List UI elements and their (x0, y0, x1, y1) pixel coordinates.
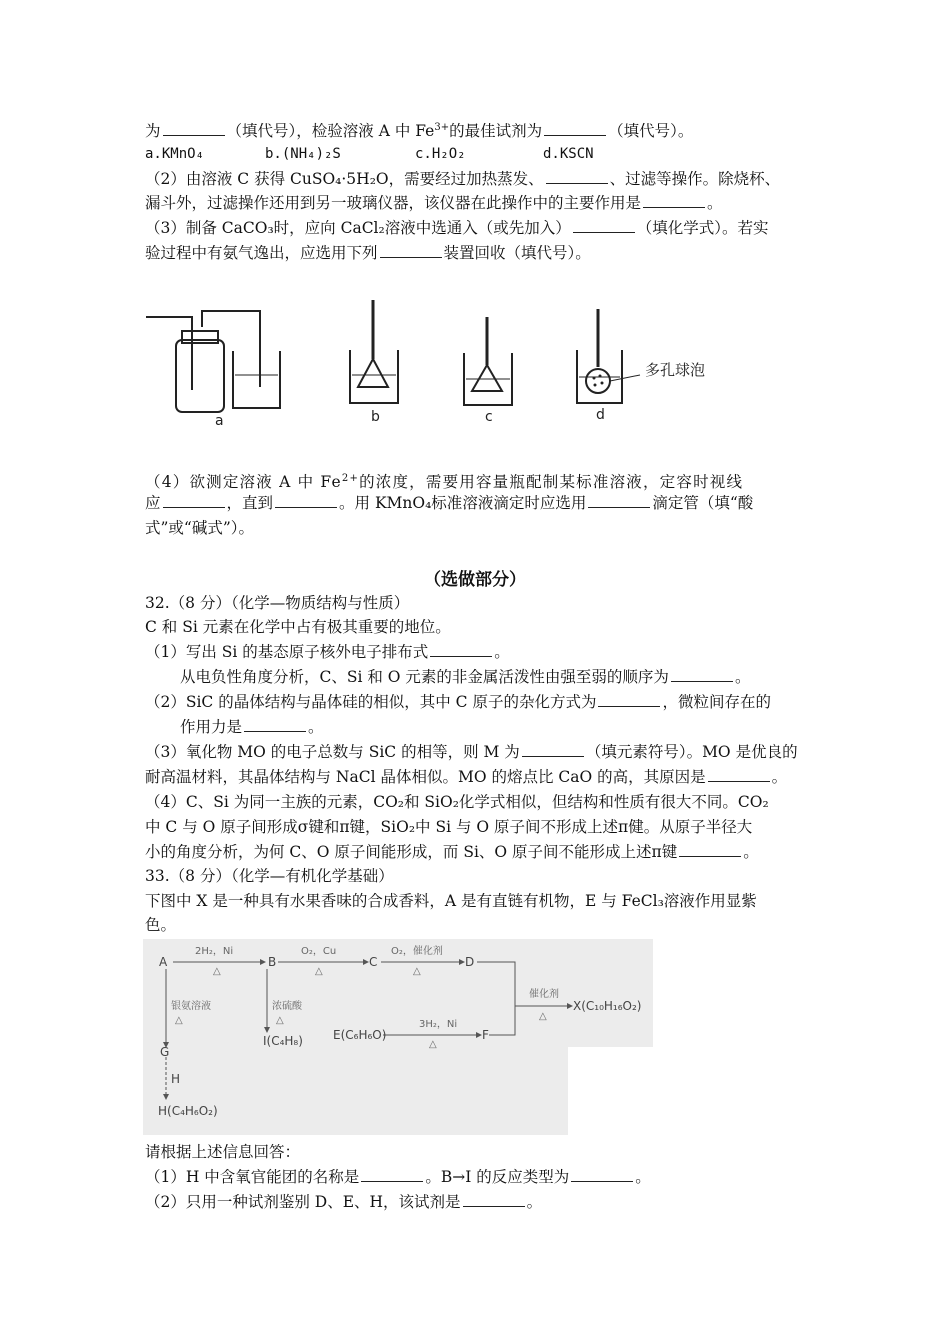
heat-7: △ (429, 1039, 437, 1050)
q33-part1: （1）H 中含氧官能团的名称是 。B→I 的反应类型为 。 (145, 1168, 651, 1186)
answer-blank[interactable] (430, 642, 492, 657)
node-G: G (160, 1045, 170, 1059)
section-title: （选做部分） (424, 570, 526, 590)
q32-part3-line2: 耐高温材料，其晶体结构与 NaCl 晶体相似。MO 的熔点比 CaO 的高，其原因是 。 (145, 768, 788, 786)
q32-part3: （3）氧化物 MO 的电子总数与 SiC 的相等，则 M 为 （填元素符号）。MO 是优良的 (145, 743, 798, 761)
q32-intro: C 和 Si 元素在化学中占有极其重要的地位。 (145, 618, 451, 636)
q33-intro-line1: 下图中 X 是一种具有水果香味的合成香料，A 是有直链有机物，E 与 FeCl₃溶液作用显紫 (145, 892, 757, 910)
answer-blank[interactable] (671, 667, 733, 682)
answer-blank[interactable] (588, 493, 650, 508)
answer-blank[interactable] (163, 493, 225, 508)
reagent-catalyst: 催化剂 (529, 989, 559, 1000)
q33-part2: （2）只用一种试剂鉴别 D、E、H，该试剂是 。 (145, 1193, 543, 1211)
label-b: b (371, 409, 380, 425)
label-d: d (596, 407, 605, 423)
apparatus-d (577, 309, 640, 403)
answer-blank[interactable] (163, 121, 225, 136)
q31-line1: 为 （填代号），检验溶液 A 中 $Fe^{3+}$的最佳试剂为 （填代号）。 (145, 122, 694, 141)
q32-head: 32.（8 分）（化学—物质结构与性质） (145, 594, 410, 612)
reagent-O2-Cu: O₂，Cu (301, 946, 337, 957)
answer-blank[interactable] (544, 121, 606, 136)
node-H-arrow: H (171, 1072, 181, 1086)
option-b: b.(NH₄)₂S (265, 146, 341, 162)
q33-head: 33.（8 分）（化学—有机化学基础） (145, 867, 394, 885)
node-X: X(C₁₀H₁₆O₂) (573, 999, 642, 1013)
answer-blank[interactable] (708, 767, 770, 782)
reagent-silver-ammonia: 银氨溶液 (171, 1001, 211, 1012)
answer-blank[interactable] (643, 193, 705, 208)
label-a: a (215, 413, 224, 429)
apparatus-b (350, 300, 398, 403)
q32-part2-line2: 作用力是 。 (180, 718, 324, 736)
option-d: d.KSCN (543, 146, 594, 162)
q31-part3-line2: 验过程中有氨气逸出，应选用下列 装置回收（填代号）。 (145, 244, 591, 262)
q31-part2-line2: 漏斗外，过滤操作还用到另一玻璃仪器，该仪器在此操作中的主要作用是 。 (145, 194, 723, 212)
q32-part4-line3: 小的角度分析，为何 C、O 原子间能形成，而 Si、O 原子间不能形成上述π键 。 (145, 843, 759, 861)
heat-2: △ (315, 966, 323, 977)
q31-part3-line1: （3）制备 CaCO₃时，应向 CaCl₂溶液中选通入（或先加入） （填化学式）。若实 (145, 219, 769, 237)
answer-blank[interactable] (571, 1167, 633, 1182)
node-H: H(C₄H₆O₂) (158, 1104, 218, 1118)
q31-options (145, 142, 810, 166)
answer-blank[interactable] (463, 1192, 525, 1207)
q32-part2: （2）SiC 的晶体结构与晶体硅的相似，其中 C 原子的杂化方式为 ，微粒间存在的 (145, 693, 771, 711)
label-c: c (485, 409, 493, 425)
option-c: c.H₂O₂ (415, 146, 466, 162)
reaction-scheme (143, 939, 653, 1135)
answer-blank[interactable] (522, 742, 584, 757)
node-A: A (159, 955, 168, 969)
white-patch (568, 1047, 653, 1135)
heat-4: △ (539, 1011, 547, 1022)
answer-blank[interactable] (275, 493, 337, 508)
q32-part4-line2: 中 C 与 O 原子间形成σ键和π键，SiO₂中 Si 与 O 原子间不形成上述π健。从原子半径大 (145, 818, 753, 836)
reagent-conc-H2SO4: 浓硫酸 (272, 1001, 302, 1012)
answer-blank[interactable] (546, 169, 608, 184)
answer-blank[interactable] (598, 692, 660, 707)
node-F: F (482, 1028, 489, 1042)
node-C: C (369, 955, 378, 969)
reaction-scheme-svg (143, 939, 653, 1135)
q31-part4-line1: （4）欲测定溶液 A 中 $Fe^{2+}$的浓度，需要用容量瓶配制某标准溶液，定容时视线 (145, 473, 744, 492)
annotation-porous-bubble: 多孔球泡 (645, 361, 706, 379)
apparatus-a (146, 311, 280, 412)
node-D: D (465, 955, 475, 969)
reagent-2H2-Ni: 2H₂，Ni (195, 946, 234, 957)
answer-blank[interactable] (679, 842, 741, 857)
answer-blank[interactable] (244, 717, 306, 732)
answer-blank[interactable] (380, 243, 442, 258)
reagent-O2-catalyst: O₂，催化剂 (391, 946, 443, 957)
option-a: a.KMnO₄ (145, 146, 205, 162)
q31-part2-line1: （2）由溶液 C 获得 CuSO₄·5H₂O，需要经过加热蒸发、 、过滤等操作。除烧杯、 (145, 170, 781, 188)
heat-3: △ (413, 966, 421, 977)
q31-part4-line3: 式”或“碱式”）。 (145, 519, 255, 537)
apparatus-figure (140, 295, 740, 430)
q33-intro-line2: 色。 (145, 916, 177, 934)
heat-6: △ (276, 1015, 284, 1026)
q31-part4-line2: 应 ，直到 。用 KMnO₄标准溶液滴定时应选用 滴定管（填“酸 (145, 494, 754, 512)
q32-part4-line1: （4）C、Si 为同一主族的元素，CO₂和 SiO₂化学式相似，但结构和性质有很大不同。CO₂ (145, 793, 769, 811)
heat-5: △ (175, 1015, 183, 1026)
q32-part1: （1）写出 Si 的基态原子核外电子排布式 。 (145, 643, 510, 661)
node-I: I(C₄H₈) (263, 1034, 303, 1048)
q32-part1-line2: 从电负性角度分析，C、Si 和 O 元素的非金属活泼性由强至弱的顺序为 。 (180, 668, 751, 686)
q33-prompt: 请根据上述信息回答： (145, 1143, 301, 1161)
node-B: B (268, 955, 277, 969)
node-E: E(C₆H₆O) (333, 1028, 387, 1042)
answer-blank[interactable] (573, 218, 635, 233)
reagent-3H2-Ni: 3H₂，Ni (419, 1019, 458, 1030)
answer-blank[interactable] (361, 1167, 423, 1182)
heat-1: △ (213, 966, 221, 977)
apparatus-c (464, 317, 512, 405)
